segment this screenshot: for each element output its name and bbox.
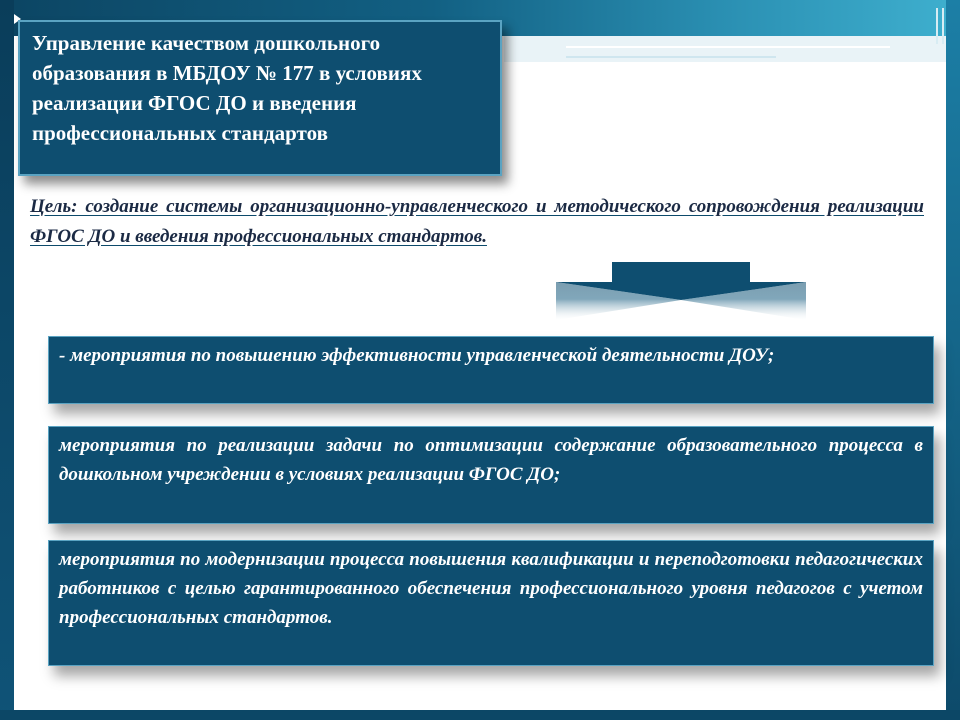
frame-left [0, 0, 14, 720]
down-arrow-icon [556, 262, 806, 334]
task-box-2 [48, 426, 934, 524]
goal-text: Цель: создание системы организационно-управленческого и методического сопровождения реализации ФГОС ДО и введения профессиональных стандартов. [30, 196, 924, 247]
header-accent-line-2 [566, 56, 776, 58]
slide-title: Управление качеством дошкольного образования в МБДОУ № 177 в условиях реализации ФГОС ДО и введения профессиональных стандартов [32, 31, 422, 145]
frame-right [946, 0, 960, 720]
header-accent-vline [936, 8, 938, 44]
header-accent-band [504, 36, 946, 62]
task-box-1 [48, 336, 934, 404]
task-text-2: мероприятия по реализации задачи по оптимизации содержание образовательного процесса в дошкольном учреждении в условиях реализации ФГОС ДО; [59, 435, 923, 485]
task-text-1: - мероприятия по повышению эффективности управленческой деятельности ДОУ; [59, 345, 775, 366]
task-text-3: мероприятия по модернизации процесса повышения квалификации и переподготовки педагогических работников с целью гарантированного обеспечения профессионального уровня педагогов с учетом профессиональных стандартов. [59, 549, 923, 628]
task-box-3 [48, 540, 934, 666]
header-accent-line [566, 46, 890, 48]
header-accent-vline-2 [942, 8, 944, 44]
title-box [18, 20, 502, 176]
frame-bottom [0, 710, 960, 720]
